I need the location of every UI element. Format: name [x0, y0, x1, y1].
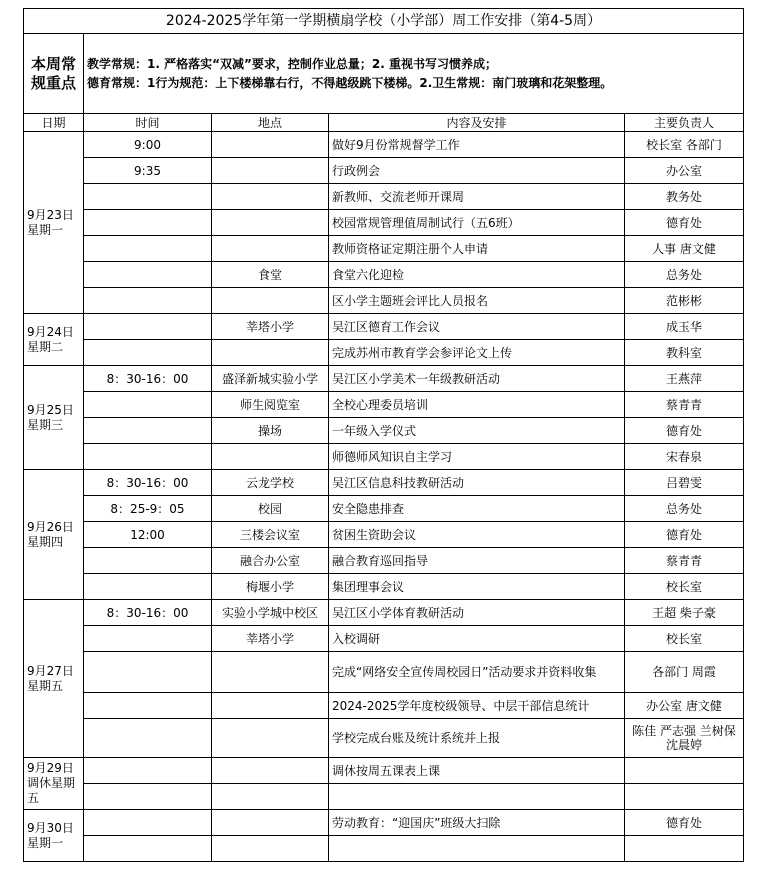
- time-cell: 12:00: [84, 522, 212, 548]
- table-row: [24, 784, 744, 810]
- place-cell: [212, 784, 329, 810]
- content-cell: [329, 784, 625, 810]
- header-time: 时间: [84, 114, 212, 132]
- content-cell: 完成“网络安全宣传周校园日”活动要求并资料收集: [329, 652, 625, 693]
- table-row: [24, 719, 744, 758]
- place-cell: [212, 836, 329, 862]
- time-cell: [84, 392, 212, 418]
- column-header-row: [24, 114, 744, 132]
- owner-cell: 德育处: [625, 210, 744, 236]
- date-weekday: 星期四: [27, 534, 64, 549]
- owner-cell: 办公室: [625, 158, 744, 184]
- place-cell: 盛泽新城实验小学: [212, 366, 329, 392]
- time-cell: [84, 314, 212, 340]
- time-cell: 8：25-9：05: [84, 496, 212, 522]
- table-row: [24, 132, 744, 158]
- owner-cell: 校长室 各部门: [625, 132, 744, 158]
- date-weekday: 星期三: [27, 417, 64, 432]
- date-weekday: 星期一: [27, 222, 64, 237]
- place-cell: [212, 158, 329, 184]
- table-row: [24, 470, 744, 496]
- table-row: [24, 522, 744, 548]
- content-cell: 校园常规管理值周制试行（五6班）: [329, 210, 625, 236]
- content-cell: 调休按周五课表上课: [329, 758, 625, 784]
- time-cell: [84, 574, 212, 600]
- table-row: [24, 392, 744, 418]
- time-cell: 8：30-16：00: [84, 366, 212, 392]
- content-cell: 区小学主题班会评比人员报名: [329, 288, 625, 314]
- place-cell: [212, 719, 329, 758]
- owner-cell: 各部门 周霞: [625, 652, 744, 693]
- table-row: [24, 600, 744, 626]
- owner-cell: 成玉华: [625, 314, 744, 340]
- owner-cell: 宋春泉: [625, 444, 744, 470]
- time-cell: [84, 444, 212, 470]
- place-cell: [212, 288, 329, 314]
- owner-cell: 办公室 唐文健: [625, 693, 744, 719]
- weekly-focus-label: [24, 34, 84, 114]
- content-cell: 吴江区小学美术一年级教研活动: [329, 366, 625, 392]
- table-row: [24, 810, 744, 836]
- date-cell: [24, 366, 84, 470]
- content-cell: 行政例会: [329, 158, 625, 184]
- table-row: [24, 758, 744, 784]
- table-row: [24, 314, 744, 340]
- time-cell: 9:35: [84, 158, 212, 184]
- owner-cell: 校长室: [625, 574, 744, 600]
- content-cell: 吴江区德育工作会议: [329, 314, 625, 340]
- time-cell: [84, 340, 212, 366]
- table-row: [24, 262, 744, 288]
- date-day: 9月29日: [27, 761, 74, 775]
- content-cell: 吴江区小学体育教研活动: [329, 600, 625, 626]
- owner-cell: [625, 836, 744, 862]
- content-cell: 教师资格证定期注册个人申请: [329, 236, 625, 262]
- date-day: 9月27日: [27, 663, 74, 678]
- date-day: 9月24日: [27, 324, 74, 339]
- content-cell: 全校心理委员培训: [329, 392, 625, 418]
- header-owner: 主要负责人: [625, 114, 744, 132]
- time-cell: [84, 236, 212, 262]
- focus-teaching: 教学常规：1. 严格落实“双减”要求，控制作业总量；2. 重视书写习惯养成；: [87, 56, 497, 71]
- date-cell: [24, 810, 84, 862]
- table-row: [24, 496, 744, 522]
- content-cell: [329, 836, 625, 862]
- content-cell: 入校调研: [329, 626, 625, 652]
- table-row: [24, 626, 744, 652]
- date-day: 9月25日: [27, 402, 74, 417]
- owner-cell: [625, 784, 744, 810]
- time-cell: [84, 626, 212, 652]
- place-cell: [212, 184, 329, 210]
- owner-cell: 王燕萍: [625, 366, 744, 392]
- date-day: 9月30日: [27, 820, 74, 835]
- time-cell: [84, 288, 212, 314]
- table-row: [24, 288, 744, 314]
- time-cell: 9:00: [84, 132, 212, 158]
- date-weekday: 调休星期五: [27, 776, 76, 805]
- content-cell: 做好9月份常规督学工作: [329, 132, 625, 158]
- place-cell: 三楼会议室: [212, 522, 329, 548]
- content-cell: 完成苏州市教育学会参评论文上传: [329, 340, 625, 366]
- date-cell: [24, 132, 84, 314]
- place-cell: 师生阅览室: [212, 392, 329, 418]
- weekly-focus-content: [84, 34, 744, 114]
- time-cell: [84, 784, 212, 810]
- place-cell: 莘塔小学: [212, 314, 329, 340]
- content-cell: 融合教育巡回指导: [329, 548, 625, 574]
- owner-cell: 人事 唐文健: [625, 236, 744, 262]
- owner-cell: [625, 758, 744, 784]
- place-cell: [212, 236, 329, 262]
- time-cell: [84, 836, 212, 862]
- place-cell: [212, 693, 329, 719]
- schedule-table: [23, 8, 744, 862]
- content-cell: 贫困生资助会议: [329, 522, 625, 548]
- date-day: 9月23日: [27, 207, 74, 222]
- time-cell: [84, 418, 212, 444]
- focus-label-line2: 规重点: [30, 73, 76, 92]
- date-cell: [24, 314, 84, 366]
- time-cell: [84, 719, 212, 758]
- content-cell: 学校完成台账及统计系统并上报: [329, 719, 625, 758]
- owner-cell: 吕碧雯: [625, 470, 744, 496]
- date-day: 9月26日: [27, 519, 74, 534]
- place-cell: 云龙学校: [212, 470, 329, 496]
- table-row: [24, 652, 744, 693]
- place-cell: 操场: [212, 418, 329, 444]
- date-cell: [24, 600, 84, 758]
- owner-cell: 教务处: [625, 184, 744, 210]
- place-cell: [212, 444, 329, 470]
- owner-cell: 总务处: [625, 496, 744, 522]
- header-date: 日期: [24, 114, 84, 132]
- content-cell: 安全隐患排查: [329, 496, 625, 522]
- owner-cell: 教科室: [625, 340, 744, 366]
- owner-cell: 王超 柴子豪: [625, 600, 744, 626]
- table-row: [24, 366, 744, 392]
- table-row: [24, 184, 744, 210]
- place-cell: [212, 810, 329, 836]
- place-cell: 莘塔小学: [212, 626, 329, 652]
- owner-cell: 校长室: [625, 626, 744, 652]
- owner-cell: 蔡青青: [625, 548, 744, 574]
- table-row: [24, 340, 744, 366]
- date-weekday: 星期一: [27, 835, 64, 850]
- time-cell: [84, 262, 212, 288]
- place-cell: [212, 340, 329, 366]
- place-cell: [212, 652, 329, 693]
- table-row: [24, 158, 744, 184]
- header-content: 内容及安排: [329, 114, 625, 132]
- time-cell: [84, 548, 212, 574]
- place-cell: 食堂: [212, 262, 329, 288]
- content-cell: 新教师、交流老师开课周: [329, 184, 625, 210]
- time-cell: 8：30-16：00: [84, 470, 212, 496]
- time-cell: [84, 210, 212, 236]
- owner-cell: 总务处: [625, 262, 744, 288]
- place-cell: 实验小学城中校区: [212, 600, 329, 626]
- place-cell: [212, 132, 329, 158]
- time-cell: [84, 184, 212, 210]
- content-cell: 师德师风知识自主学习: [329, 444, 625, 470]
- content-cell: 2024-2025学年度校级领导、中层干部信息统计: [329, 693, 625, 719]
- table-row: [24, 210, 744, 236]
- place-cell: 融合办公室: [212, 548, 329, 574]
- content-cell: 集团理事会议: [329, 574, 625, 600]
- place-cell: [212, 758, 329, 784]
- page-title: 2024-2025学年第一学期横扇学校（小学部）周工作安排（第4-5周）: [24, 9, 744, 34]
- date-cell: [24, 470, 84, 600]
- owner-cell: 德育处: [625, 810, 744, 836]
- owner-cell: 陈佳 严志强 兰树保 沈晨婷: [625, 719, 744, 758]
- table-row: [24, 574, 744, 600]
- time-cell: 8：30-16：00: [84, 600, 212, 626]
- table-row: [24, 418, 744, 444]
- header-place: 地点: [212, 114, 329, 132]
- table-row: [24, 548, 744, 574]
- place-cell: 梅堰小学: [212, 574, 329, 600]
- table-row: [24, 836, 744, 862]
- date-cell: [24, 758, 84, 810]
- table-row: [24, 236, 744, 262]
- time-cell: [84, 693, 212, 719]
- content-cell: 吴江区信息科技教研活动: [329, 470, 625, 496]
- owner-cell: 范彬彬: [625, 288, 744, 314]
- owner-cell: 蔡青青: [625, 392, 744, 418]
- date-weekday: 星期二: [27, 339, 64, 354]
- table-row: [24, 693, 744, 719]
- date-weekday: 星期五: [27, 678, 64, 693]
- content-cell: 一年级入学仪式: [329, 418, 625, 444]
- focus-moral: 德育常规：1行为规范：上下楼梯靠右行，不得越级跳下楼梯。2.卫生常规：南门玻璃和花架整理。: [87, 75, 613, 90]
- time-cell: [84, 758, 212, 784]
- time-cell: [84, 652, 212, 693]
- content-cell: 食堂六化迎检: [329, 262, 625, 288]
- owner-cell: 德育处: [625, 418, 744, 444]
- owner-cell: 德育处: [625, 522, 744, 548]
- place-cell: 校园: [212, 496, 329, 522]
- time-cell: [84, 810, 212, 836]
- place-cell: [212, 210, 329, 236]
- focus-label-line1: 本周常: [30, 54, 76, 73]
- content-cell: 劳动教育：“迎国庆”班级大扫除: [329, 810, 625, 836]
- table-row: [24, 444, 744, 470]
